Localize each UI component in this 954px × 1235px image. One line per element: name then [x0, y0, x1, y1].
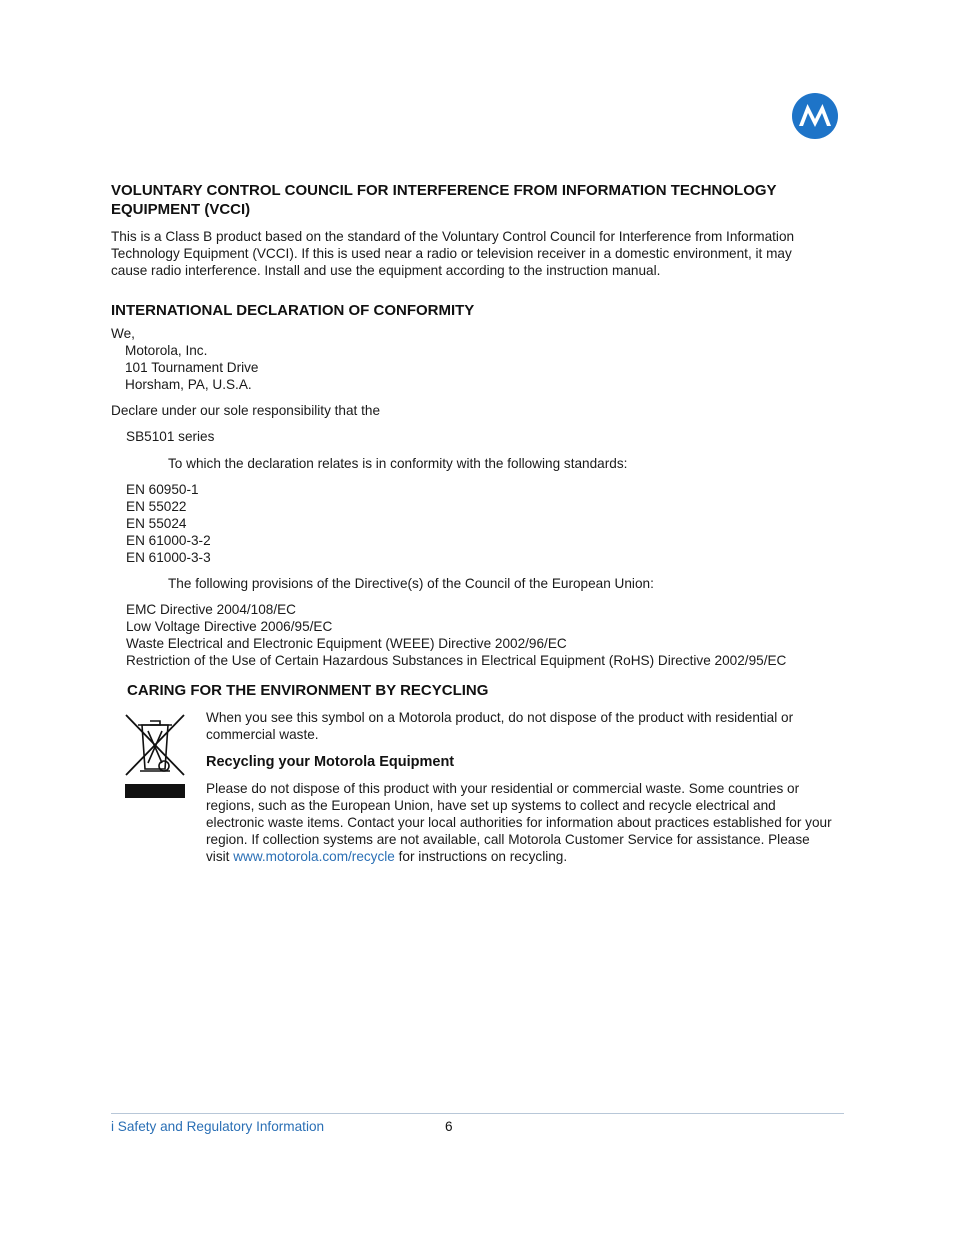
- weee-crossed-bin-icon: [124, 713, 186, 799]
- standards-list: [126, 481, 211, 566]
- standard-item: EN 55024: [126, 516, 187, 531]
- recycling-body-end: for instructions on recycling.: [398, 849, 568, 864]
- standard-item: EN 61000-3-2: [126, 533, 211, 548]
- product-name: SB5101 series: [126, 429, 215, 444]
- footer-divider: [111, 1113, 844, 1114]
- address-line: Horsham, PA, U.S.A.: [125, 377, 252, 392]
- standard-item: EN 61000-3-3: [126, 550, 211, 565]
- address-block: [111, 342, 259, 393]
- declaration-block: [111, 325, 259, 393]
- footer-section-title: i Safety and Regulatory Information: [111, 1119, 325, 1134]
- recycling-body: Please do not dispose of this product with your residential or commercial waste. Some countries or regions, such as the European Union, have set up systems to collect and recycle electrical and electronic waste items. Contact your local authorities for information about practices established for your region. If collection systems are not available, call Motorola Customer Service for assistance. Please visit: [206, 781, 832, 864]
- vcci-heading: VOLUNTARY CONTROL COUNCIL FOR INTERFERENCE FROM INFORMATION TECHNOLOGY EQUIPMENT (VCCI): [111, 182, 777, 218]
- vcci-paragraph: This is a Class B product based on the standard of the Voluntary Control Council for Interference from Information Technology Equipment (VCCI). If this is used near a radio or television receiver in a domestic environment, it may cause radio interference. Install and use the equipment according to the instruction manual.: [111, 229, 795, 278]
- directive-item: Waste Electrical and Electronic Equipment (WEEE) Directive 2002/96/EC: [126, 636, 567, 651]
- directive-item: EMC Directive 2004/108/EC: [126, 602, 296, 617]
- we-text: We,: [111, 326, 135, 341]
- directives-list: [126, 601, 786, 669]
- page-number: 6: [445, 1119, 453, 1134]
- standard-item: EN 60950-1: [126, 482, 199, 497]
- declare-text: Declare under our sole responsibility that the: [111, 403, 381, 418]
- recycling-paragraph: [206, 780, 836, 865]
- provisions-text: The following provisions of the Directive(s) of the Council of the European Union:: [168, 576, 654, 591]
- declaration-heading: INTERNATIONAL DECLARATION OF CONFORMITY: [111, 302, 475, 319]
- directive-item: Restriction of the Use of Certain Hazardous Substances in Electrical Equipment (RoHS) Directive 2002/95/EC: [126, 653, 787, 668]
- symbol-text: When you see this symbol on a Motorola product, do not dispose of the product with residential or commercial waste.: [206, 710, 794, 742]
- address-line: Motorola, Inc.: [125, 343, 208, 358]
- relates-text: To which the declaration relates is in conformity with the following standards:: [168, 456, 628, 471]
- standard-item: EN 55022: [126, 499, 187, 514]
- directive-item: Low Voltage Directive 2006/95/EC: [126, 619, 333, 634]
- recycling-heading: CARING FOR THE ENVIRONMENT BY RECYCLING: [127, 682, 489, 699]
- recycle-link[interactable]: www.motorola.com/recycle: [233, 849, 395, 864]
- recycling-subheading: Recycling your Motorola Equipment: [206, 754, 455, 770]
- motorola-logo-icon: [792, 93, 838, 139]
- address-line: 101 Tournament Drive: [125, 360, 259, 375]
